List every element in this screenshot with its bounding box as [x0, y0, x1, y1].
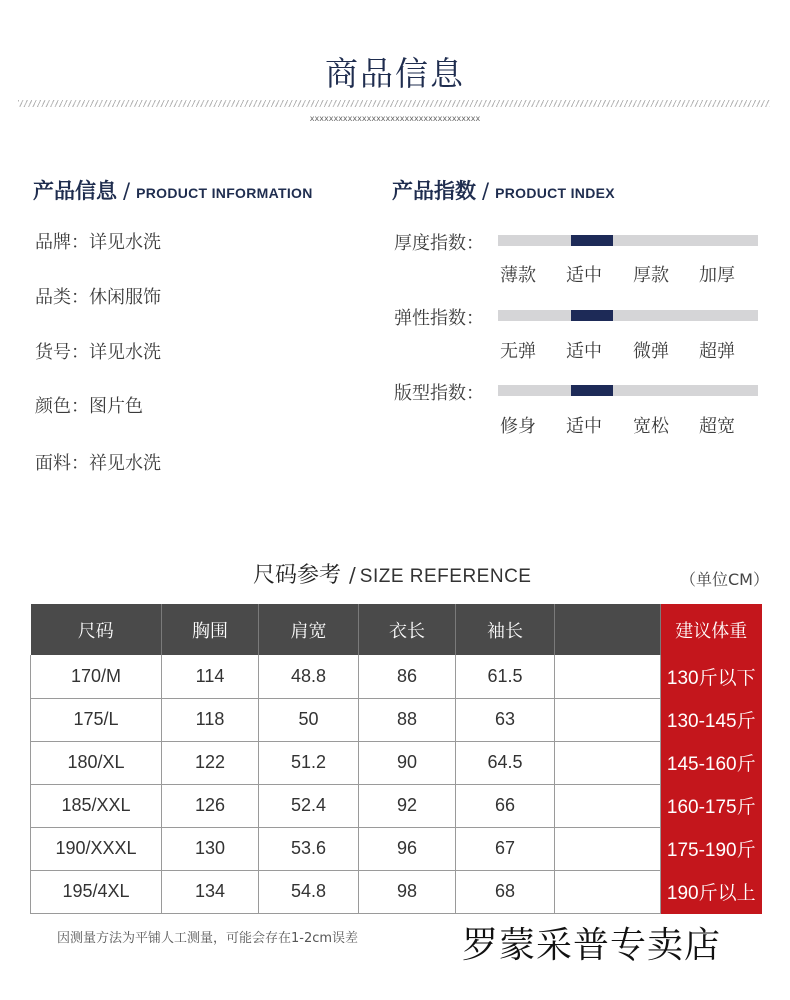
cell-sleeve: 68: [456, 870, 555, 913]
fit-index-marker: [571, 385, 613, 396]
index-option-selected: 适中: [566, 265, 602, 286]
column-header-shoulder: 肩宽: [259, 604, 359, 655]
column-header-chest: 胸围: [162, 604, 259, 655]
product-info-heading-zh: 产品信息: [33, 179, 117, 203]
cell-size: 195/4XL: [31, 870, 162, 913]
index-option: 宽松: [633, 416, 669, 437]
measurement-footnote: 因测量方法为平铺人工测量，可能会存在1-2cm误差: [57, 931, 359, 946]
size-reference-heading-zh: 尺码参考: [253, 563, 342, 588]
index-option: 加厚: [699, 265, 735, 286]
index-option: 薄款: [500, 265, 536, 286]
cell-length: 86: [359, 655, 456, 698]
cell-empty: [555, 655, 661, 698]
cell-sleeve: 63: [456, 698, 555, 741]
thickness-index-marker: [571, 235, 613, 246]
cell-shoulder: 53.6: [259, 827, 359, 870]
cell-empty: [555, 827, 661, 870]
column-header-sleeve: 袖长: [456, 604, 555, 655]
cell-chest: 130: [162, 827, 259, 870]
info-fabric: 面料：祥见水洗: [35, 453, 161, 474]
fit-index-options: [500, 412, 760, 436]
cell-empty: [555, 698, 661, 741]
fit-index-label: 版型指数：: [394, 383, 484, 404]
cell-size: 180/XL: [31, 741, 162, 784]
cell-shoulder: 54.8: [259, 870, 359, 913]
elasticity-index-options: [500, 337, 760, 361]
index-option: 修身: [500, 416, 536, 437]
cell-sleeve: 64.5: [456, 741, 555, 784]
table-row: [31, 827, 762, 870]
cell-sleeve: 66: [456, 784, 555, 827]
size-table: [30, 604, 762, 914]
cell-weight: 145-160斤: [661, 741, 762, 784]
elasticity-index-label: 弹性指数：: [394, 308, 484, 329]
cell-size: 170/M: [31, 655, 162, 698]
sub-code-text: xxxxxxxxxxxxxxxxxxxxxxxxxxxxxxxxxxxx: [309, 114, 481, 123]
product-index-heading: [392, 175, 615, 205]
cell-shoulder: 52.4: [259, 784, 359, 827]
column-header-weight: 建议体重: [661, 604, 762, 655]
info-item-number: 货号：详见水洗: [35, 342, 161, 363]
cell-weight: 175-190斤: [661, 827, 762, 870]
cell-size: 185/XXL: [31, 784, 162, 827]
column-header-length: 衣长: [359, 604, 456, 655]
index-option: 微弹: [633, 341, 669, 362]
cell-shoulder: 50: [259, 698, 359, 741]
index-option: 超弹: [699, 341, 735, 362]
thickness-index-bar: [498, 235, 758, 246]
column-header-size: 尺码: [31, 604, 162, 655]
info-category: 品类：休闲服饰: [35, 287, 161, 308]
cell-empty: [555, 741, 661, 784]
table-row: [31, 655, 762, 698]
thickness-index-options: [500, 261, 760, 285]
table-row: [31, 698, 762, 741]
cell-length: 92: [359, 784, 456, 827]
cell-shoulder: 48.8: [259, 655, 359, 698]
table-row: [31, 870, 762, 913]
table-row: [31, 741, 762, 784]
cell-size: 190/XXXL: [31, 827, 162, 870]
product-info-heading: [33, 175, 313, 205]
title-divider: [18, 100, 770, 107]
info-brand: 品牌：详见水洗: [35, 232, 161, 253]
index-option: 厚款: [633, 265, 669, 286]
table-header-row: [31, 604, 762, 655]
cell-weight: 130斤以下: [661, 655, 762, 698]
cell-length: 98: [359, 870, 456, 913]
cell-sleeve: 67: [456, 827, 555, 870]
elasticity-index-bar: [498, 310, 758, 321]
heading-slash: /: [482, 179, 490, 203]
heading-slash: /: [123, 179, 131, 203]
cell-empty: [555, 784, 661, 827]
cell-chest: 122: [162, 741, 259, 784]
cell-empty: [555, 870, 661, 913]
cell-chest: 126: [162, 784, 259, 827]
index-option: 无弹: [500, 341, 536, 362]
cell-shoulder: 51.2: [259, 741, 359, 784]
product-info-heading-en: PRODUCT INFORMATION: [136, 185, 313, 201]
cell-size: 175/L: [31, 698, 162, 741]
product-index-heading-zh: 产品指数: [392, 179, 476, 203]
store-name: 罗蒙采普专卖店: [462, 925, 722, 966]
cell-weight: 190斤以上: [661, 870, 762, 913]
index-option-selected: 适中: [566, 416, 602, 437]
cell-length: 88: [359, 698, 456, 741]
column-header-empty: [555, 604, 661, 655]
size-reference-heading: [253, 558, 531, 589]
cell-weight: 160-175斤: [661, 784, 762, 827]
elasticity-index-marker: [571, 310, 613, 321]
cell-chest: 114: [162, 655, 259, 698]
info-color: 颜色：图片色: [35, 396, 143, 417]
index-option-selected: 适中: [566, 341, 602, 362]
fit-index-bar: [498, 385, 758, 396]
thickness-index-label: 厚度指数：: [394, 233, 484, 254]
product-index-heading-en: PRODUCT INDEX: [495, 185, 615, 201]
heading-slash: /: [349, 563, 356, 587]
cell-weight: 130-145斤: [661, 698, 762, 741]
cell-chest: 134: [162, 870, 259, 913]
index-option: 超宽: [699, 416, 735, 437]
cell-length: 90: [359, 741, 456, 784]
cell-length: 96: [359, 827, 456, 870]
unit-label: （单位CM）: [680, 570, 769, 589]
size-reference-heading-en: SIZE REFERENCE: [359, 566, 532, 587]
page-title: 商品信息: [325, 54, 465, 93]
cell-chest: 118: [162, 698, 259, 741]
cell-sleeve: 61.5: [456, 655, 555, 698]
table-row: [31, 784, 762, 827]
